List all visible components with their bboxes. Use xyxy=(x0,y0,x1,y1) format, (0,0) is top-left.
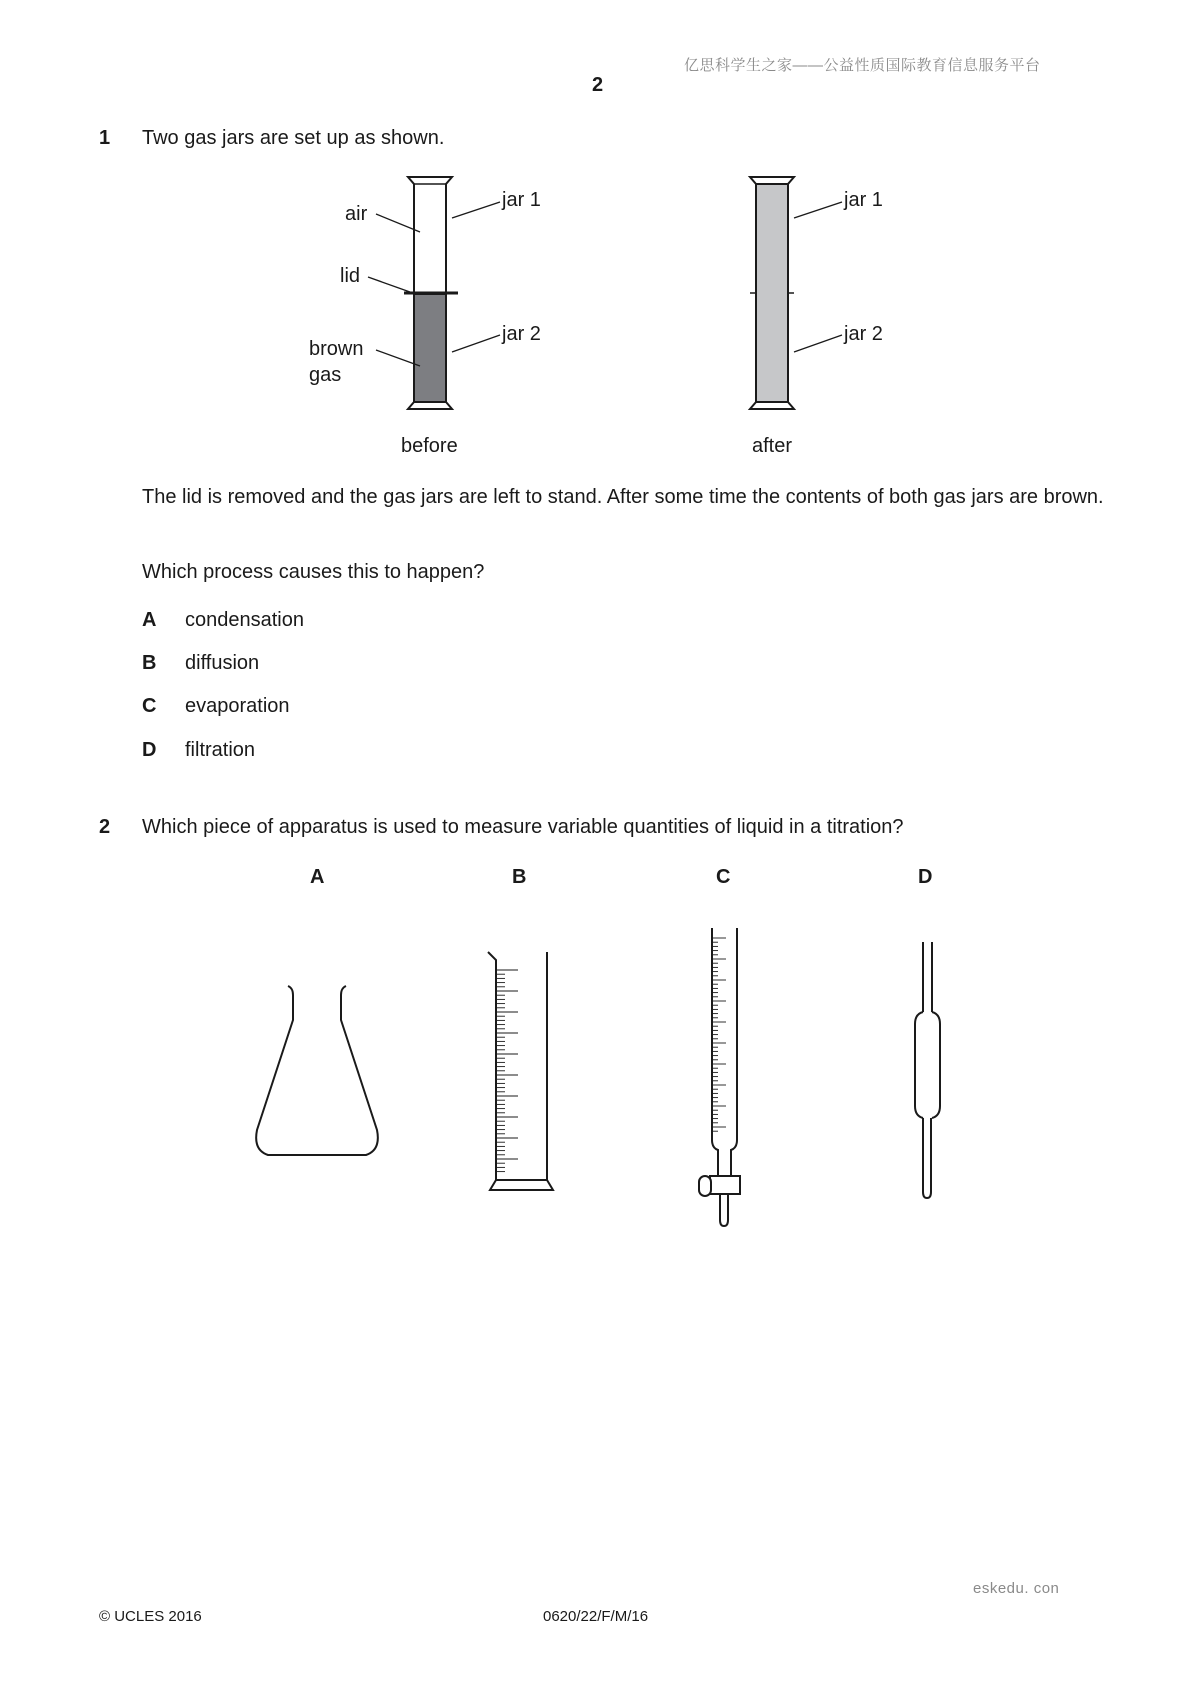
apparatus-b-letter: B xyxy=(512,866,527,888)
option-c-text: evaporation xyxy=(185,695,290,717)
label-jar-2-after: jar 2 xyxy=(844,323,883,345)
question-1-paragraph: The lid is removed and the gas jars are left to stand. After some time the contents of both gas jars are brown. xyxy=(142,486,1104,508)
footer-code: 0620/22/F/M/16 xyxy=(543,1608,649,1625)
question-1-prompt: Which process causes this to happen? xyxy=(142,561,485,583)
burette-icon xyxy=(699,928,740,1226)
label-gas: gas xyxy=(309,364,342,386)
option-d-text: filtration xyxy=(185,739,256,761)
question-2-text: Which piece of apparatus is used to measure variable quantities of liquid in a titration? xyxy=(142,816,904,838)
label-jar-2-before: jar 2 xyxy=(502,323,541,345)
question-1-text: Two gas jars are set up as shown. xyxy=(142,127,445,149)
label-lid: lid xyxy=(340,265,361,287)
option-c-letter: C xyxy=(142,695,157,717)
label-brown: brown xyxy=(309,338,364,360)
question-1-number: 1 xyxy=(99,127,111,149)
option-d-letter: D xyxy=(142,739,157,761)
footer-copyright: © UCLES 2016 xyxy=(99,1608,202,1625)
header-watermark: 亿思科学生之家——公益性质国际教育信息服务平台 xyxy=(684,57,1041,74)
label-before: before xyxy=(401,435,458,457)
option-a-letter: A xyxy=(142,609,157,631)
pipette-icon xyxy=(915,942,940,1198)
conical-flask-icon xyxy=(256,986,378,1155)
question-2-number: 2 xyxy=(99,816,111,838)
label-jar-1-after: jar 1 xyxy=(844,189,883,211)
option-a-text: condensation xyxy=(185,609,304,631)
label-jar-1-before: jar 1 xyxy=(502,189,541,211)
apparatus-a-letter: A xyxy=(310,866,325,888)
apparatus-c-letter: C xyxy=(716,866,731,888)
measuring-cylinder-icon xyxy=(488,952,553,1190)
option-b-letter: B xyxy=(142,652,157,674)
label-air: air xyxy=(345,203,368,225)
page-number: 2 xyxy=(592,74,604,96)
option-b-text: diffusion xyxy=(185,652,260,674)
apparatus-d-letter: D xyxy=(918,866,933,888)
footer-watermark: eskedu. con xyxy=(973,1580,1060,1597)
label-after: after xyxy=(752,435,793,457)
